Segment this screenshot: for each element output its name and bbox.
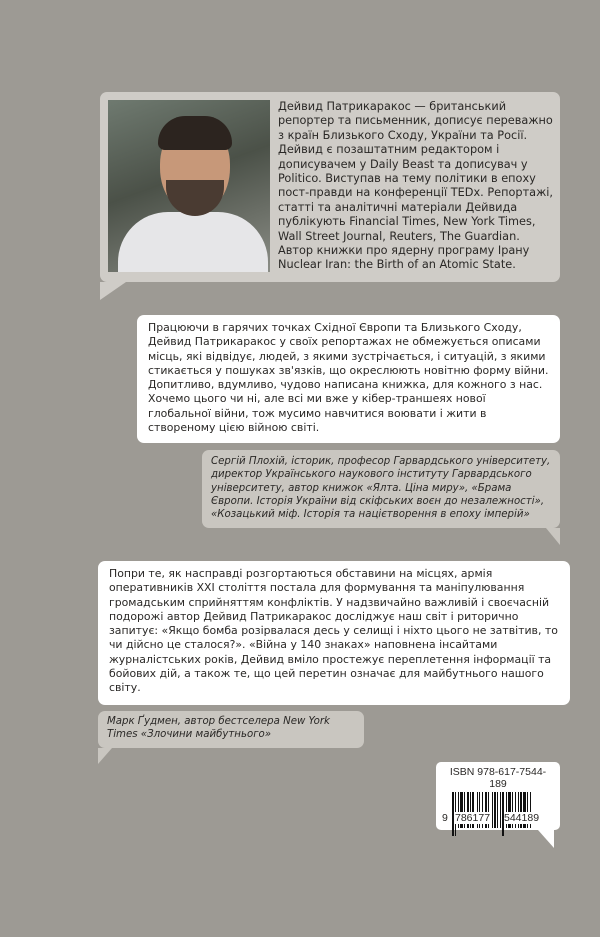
review-quote-goodman: [98, 561, 570, 705]
barcode-digits-right: 544189: [504, 812, 540, 824]
attribution-text: Сергій Плохій, історик, професор Гарвардського університету, директор Українського наукового інституту Гарвардського університету, автор книжок «Ялта. Ціна миру», «Брама Європи. Історія України від скіфських воєн до незалежності», «Козацький міф. Історія та націєтворення в епоху імперій»: [211, 456, 551, 521]
attribution-text: Марк Ґудмен, автор бестселера New York Times «Злочини майбутнього»: [107, 716, 330, 741]
barcode-bar: [494, 792, 496, 828]
barcode-digit-first: 9: [442, 812, 448, 824]
attribution-goodman: [98, 711, 364, 748]
attribution-plokhy: [202, 450, 560, 528]
speech-tail: [546, 528, 560, 545]
barcode-bar: [492, 792, 493, 828]
barcode-bubble: [436, 762, 560, 830]
quote-text: Працюючи в гарячих точках Східної Європи та Близького Сходу, Дейвид Патрикаракос у своїх репортажах не обмежується описами місць, які відвідує, людей, з якими зустрічається, і ситуацій, з якими стикається у пошуках зв'язків, що окреслюють новітню форму війни. Допитливо, вдумливо, чудово написана книжка, для кожного з нас. Хочемо цього чи ні, але всі ми вже у кібер-траншеях нової глобальної війни, тож мусимо навчитися воювати і жити в створеному цією війною світі.: [148, 321, 549, 435]
review-quote-plokhy: [137, 315, 560, 443]
speech-tail: [538, 830, 554, 848]
isbn-label: ISBN 978-617-7544-189: [449, 766, 547, 790]
barcode-bar: [497, 792, 498, 828]
barcode-bar: [500, 792, 501, 828]
author-photo: [108, 100, 270, 272]
speech-tail: [100, 282, 126, 300]
speech-tail: [98, 748, 112, 764]
barcode-digits-left: 786177: [455, 812, 491, 824]
author-bio-text: Дейвид Патрикаракос — британський репортер та письменник, дописує переважно з країн Близького Сходу, України та Росії. Дейвид є позаштатним редактором і дописувачем у Daily Beast та дописувач у Politico. Виступав на тему політики в епоху пост-правди на конференції TEDx. Репортажі, статті та аналітичні матеріали Дейвида публікують Financial Times, New York Times, Wall Street Journal, Reuters, The Guardian. Автор книжки про ядерну програму Ірану Nuclear Iran: the Birth of an Atomic State.: [278, 100, 553, 272]
quote-text: Попри те, як насправді розгортаються обставини на місцях, армія оперативників XXI століття постала для формування та маніпулювання громадським сприйняттям конфліктів. У надзвичайно важливій і своєчасній подорожі автор Дейвид Патрикаракос досліджує наш світ і риторично запитує: «Якщо бомба розірвалася десь у селищі і ніхто цього не затвітив, то чи дійсно це сталося?». «Війна у 140 знаках» наповнена інсайтами журналістських років, Дейвид вміло простежує переплетення інформації та бойових дій, а також те, що цей перетин означає для майбутнього нашого світу.: [109, 567, 558, 695]
author-bio-bubble: [100, 92, 560, 282]
barcode-bar: [452, 792, 454, 836]
